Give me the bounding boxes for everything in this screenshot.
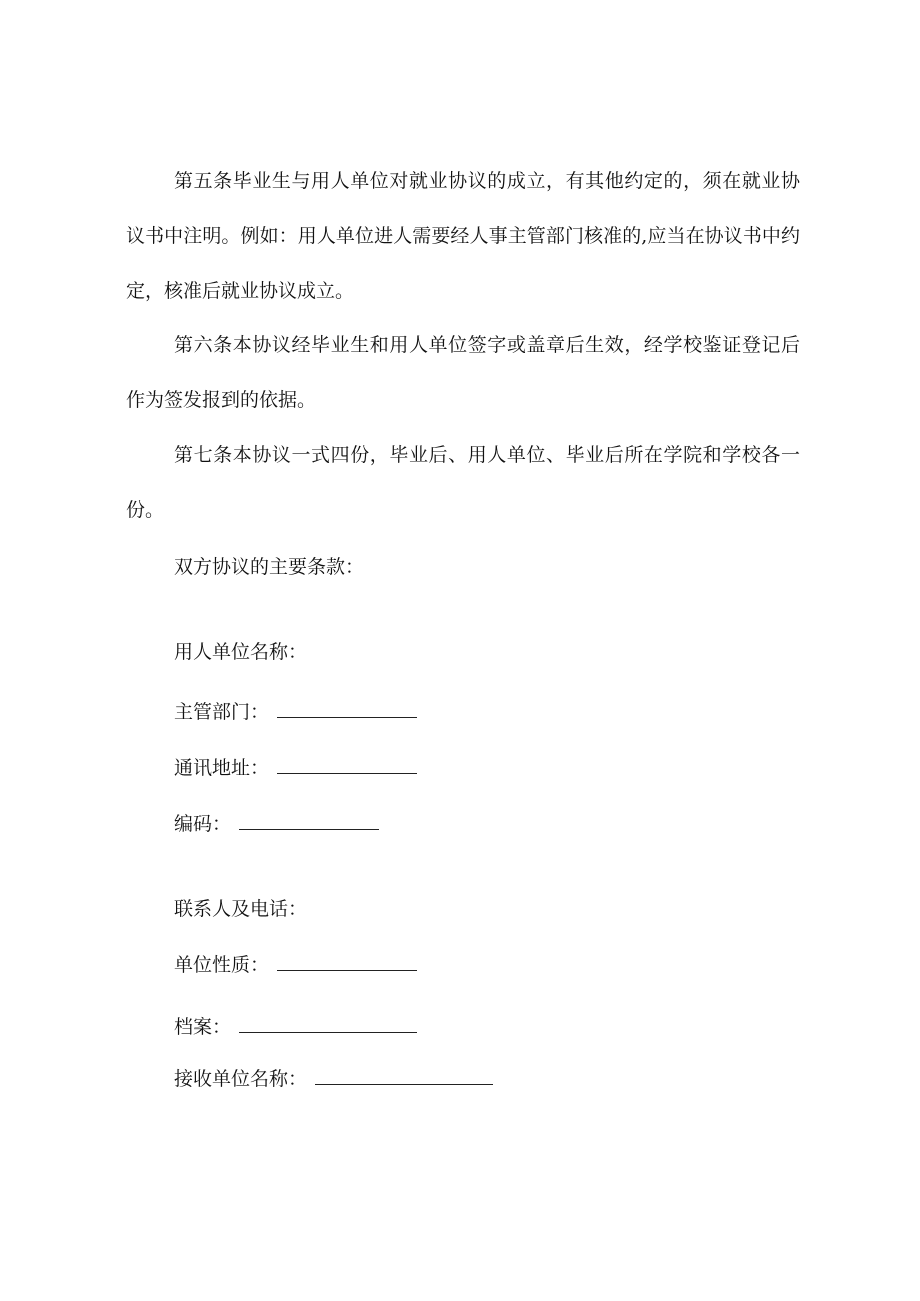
address-field [174, 753, 417, 783]
address-blank-line [277, 755, 417, 774]
article-6-paragraph: 第六条本协议经毕业生和用人单位签字或盖章后生效，经学校鉴证登记后作为签发报到的依据。 [126, 334, 800, 411]
address-label: 通讯地址： [174, 757, 270, 779]
archive-field [174, 1012, 417, 1042]
unit-nature-field [174, 950, 417, 980]
unit-nature-label: 单位性质： [174, 954, 270, 976]
employer-name-label: 用人单位名称： [174, 641, 308, 663]
archive-blank-line [239, 1014, 417, 1033]
department-field [174, 697, 417, 727]
postal-code-field [174, 809, 379, 839]
archive-label: 档案： [174, 1016, 232, 1038]
department-label: 主管部门： [174, 701, 270, 723]
contact-field [174, 894, 307, 924]
article-5-paragraph: 第五条毕业生与用人单位对就业协议的成立，有其他约定的，须在就业协议书中注明。例如：用人单位进人需要经人事主管部门核准的,应当在协议书中约定，核准后就业协议成立。 [126, 170, 800, 302]
receiving-unit-label: 接收单位名称： [174, 1068, 308, 1090]
postal-code-blank-line [239, 811, 379, 830]
contact-label: 联系人及电话： [174, 898, 308, 920]
summary-heading: 双方协议的主要条款： [174, 556, 365, 578]
postal-code-label: 编码： [174, 813, 232, 835]
unit-nature-blank-line [277, 952, 417, 971]
department-blank-line [277, 699, 417, 718]
employer-name-field [174, 637, 307, 667]
receiving-unit-field [174, 1064, 493, 1094]
receiving-unit-blank-line [315, 1066, 493, 1085]
article-7-paragraph: 第七条本协议一式四份，毕业后、用人单位、毕业后所在学院和学校各一份。 [126, 444, 800, 521]
